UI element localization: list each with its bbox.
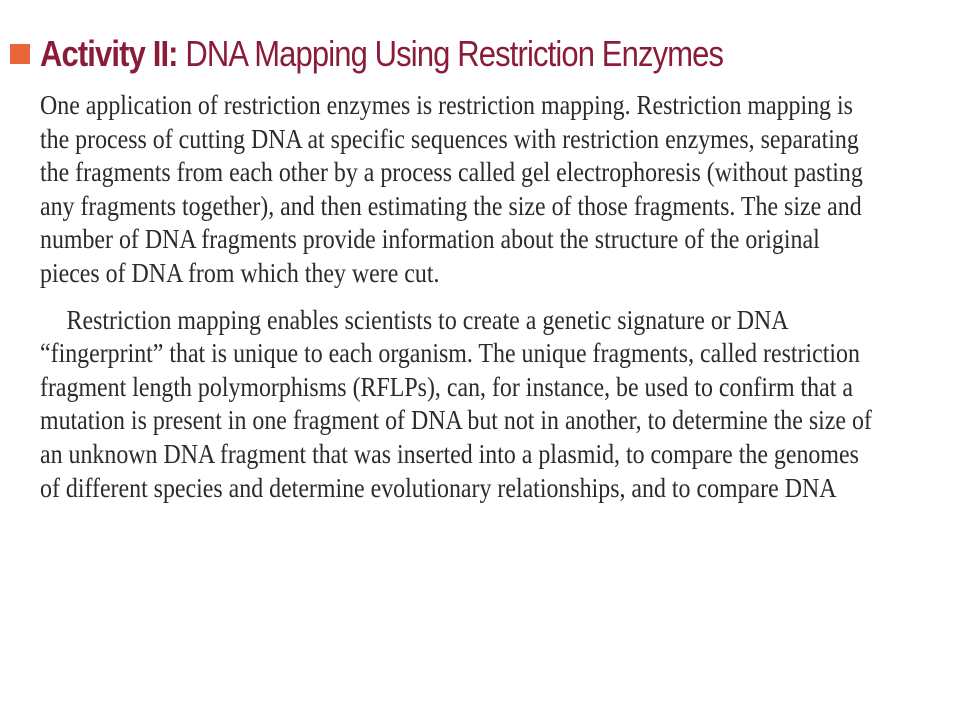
body-text [40, 89, 945, 505]
paragraph-line: mutation is present in one fragment of DNA but not in another, to determine the size of [40, 405, 872, 436]
paragraph-line: any fragments together), and then estimating the size of those fragments. The size and [40, 190, 862, 221]
paragraph-line: number of DNA fragments provide information about the structure of the original [40, 224, 820, 255]
paragraph-2 [40, 304, 945, 506]
paragraph-line: pieces of DNA from which they were cut. [40, 257, 440, 288]
paragraph-spacer [40, 291, 945, 304]
paragraph-line: fragment length polymorphisms (RFLPs), can, for instance, be used to confirm that a [40, 371, 853, 402]
paragraph-line: an unknown DNA fragment that was inserted into a plasmid, to compare the genomes [40, 438, 859, 469]
paragraph-line: the process of cutting DNA at specific sequences with restriction enzymes, separating [40, 123, 859, 154]
paragraph-line: the fragments from each other by a process called gel electrophoresis (without pasting [40, 157, 863, 188]
heading-title: DNA Mapping Using Restriction Enzymes [177, 33, 724, 74]
heading-text [40, 34, 723, 74]
paragraph-line: Restriction mapping enables scientists to create a genetic signature or DNA [66, 304, 789, 335]
paragraph-line: of different species and determine evolutionary relationships, and to compare DNA [40, 472, 837, 503]
section-heading [10, 34, 834, 74]
heading-square-marker [10, 44, 30, 64]
paragraph-line: One application of restriction enzymes is restriction mapping. Restriction mapping is [40, 90, 853, 120]
paragraph-1 [40, 89, 945, 291]
heading-activity-label: Activity II: [40, 33, 178, 74]
paragraph-line: “fingerprint” that is unique to each organism. The unique fragments, called restriction [40, 338, 860, 369]
